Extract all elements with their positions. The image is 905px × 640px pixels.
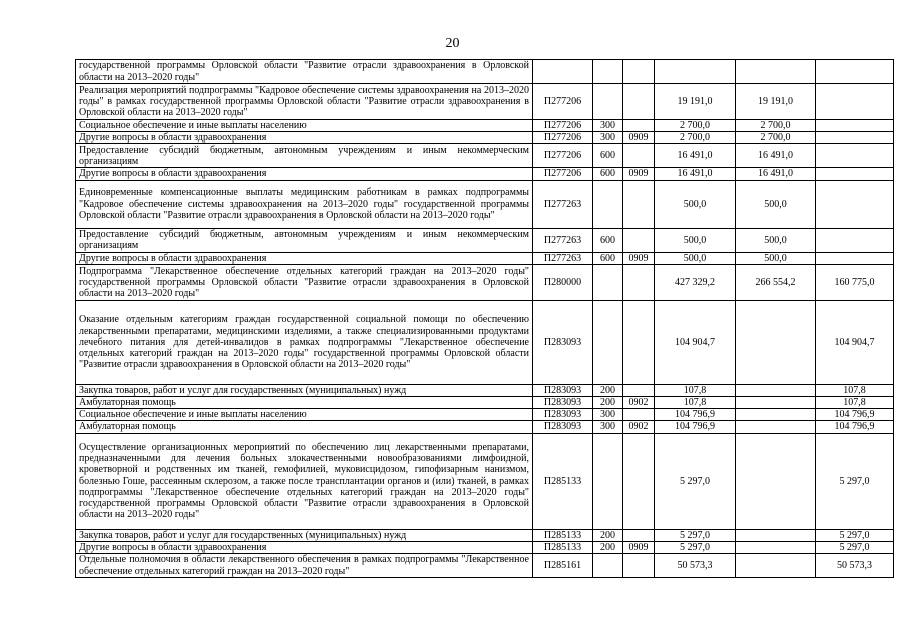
row-total: 104 904,7 bbox=[655, 300, 736, 384]
row-code: П277206 bbox=[533, 132, 593, 144]
row-kvr bbox=[593, 180, 623, 228]
row-name: Осуществление организационных мероприятий по обеспечению лиц лекарственными препаратами, предназначенными для лечения больных злокачественными новообразованиями лимфоидной, кроветворной и родственных им тканей, гемофилией, муковисцидозом, гипофизарным нанизмом, болезнью Гоше, рассеянным склерозом, а также после трансплантации органов и (или) тканей, в рамках подпрограммы "Лекарственное обеспечение отдельных категорий граждан на 2013–2020 годы" государственной программы Орловской области "Развитие отрасли здравоохранения в Орловской области на 2013–2020 годы" bbox=[76, 433, 533, 529]
row-function bbox=[623, 264, 655, 300]
row-amount-2 bbox=[816, 60, 894, 84]
row-kvr bbox=[593, 300, 623, 384]
row-name: Единовременные компенсационные выплаты медицинским работникам в рамках подпрограммы "Кадровое обеспечение системы здравоохранения на 2013–2020 годы" государственной программы Орловской области "Развитие отрасли здравоохранения в Орловской области на 2013–2020 годы" bbox=[76, 180, 533, 228]
row-amount-1: 500,0 bbox=[736, 228, 816, 252]
row-function bbox=[623, 300, 655, 384]
row-code: П283093 bbox=[533, 384, 593, 396]
row-code: П285133 bbox=[533, 541, 593, 553]
row-amount-1: 2 700,0 bbox=[736, 132, 816, 144]
table-row bbox=[76, 168, 894, 180]
row-amount-2 bbox=[816, 144, 894, 168]
row-code: П277263 bbox=[533, 252, 593, 264]
row-total: 2 700,0 bbox=[655, 132, 736, 144]
row-amount-1 bbox=[736, 421, 816, 433]
row-function bbox=[623, 384, 655, 396]
row-amount-2: 107,8 bbox=[816, 397, 894, 409]
row-code: П283093 bbox=[533, 421, 593, 433]
row-total: 104 796,9 bbox=[655, 421, 736, 433]
table-row bbox=[76, 60, 894, 84]
row-amount-1: 19 191,0 bbox=[736, 84, 816, 120]
table-row bbox=[76, 397, 894, 409]
row-name: Социальное обеспечение и иные выплаты населению bbox=[76, 120, 533, 132]
row-total: 107,8 bbox=[655, 384, 736, 396]
table-row bbox=[76, 264, 894, 300]
row-total: 5 297,0 bbox=[655, 529, 736, 541]
table-row bbox=[76, 228, 894, 252]
row-kvr bbox=[593, 264, 623, 300]
row-amount-2: 5 297,0 bbox=[816, 541, 894, 553]
row-amount-2 bbox=[816, 228, 894, 252]
row-amount-2: 5 297,0 bbox=[816, 529, 894, 541]
row-amount-1: 16 491,0 bbox=[736, 144, 816, 168]
row-amount-2: 5 297,0 bbox=[816, 433, 894, 529]
row-total: 427 329,2 bbox=[655, 264, 736, 300]
row-name: Реализация мероприятий подпрограммы "Кадровое обеспечение системы здравоохранения на 2013–2020 годы" в рамках государственной программы Орловской области "Развитие отрасли здравоохранения в Орловской области на 2013–2020 годы" bbox=[76, 84, 533, 120]
row-amount-2 bbox=[816, 132, 894, 144]
row-kvr: 600 bbox=[593, 144, 623, 168]
row-amount-2: 160 775,0 bbox=[816, 264, 894, 300]
row-function bbox=[623, 228, 655, 252]
row-amount-2 bbox=[816, 252, 894, 264]
row-code: П277263 bbox=[533, 228, 593, 252]
table-row bbox=[76, 252, 894, 264]
row-total: 50 573,3 bbox=[655, 554, 736, 578]
row-function bbox=[623, 84, 655, 120]
table-row bbox=[76, 409, 894, 421]
row-amount-1 bbox=[736, 300, 816, 384]
row-code: П285133 bbox=[533, 433, 593, 529]
row-function: 0902 bbox=[623, 421, 655, 433]
row-function bbox=[623, 554, 655, 578]
row-name: Предоставление субсидий бюджетным, автономным учреждениям и иным некоммерческим организациям bbox=[76, 228, 533, 252]
table-row bbox=[76, 180, 894, 228]
row-amount-2 bbox=[816, 168, 894, 180]
row-amount-2: 104 796,9 bbox=[816, 409, 894, 421]
row-kvr: 300 bbox=[593, 421, 623, 433]
row-kvr: 300 bbox=[593, 120, 623, 132]
row-code: П283093 bbox=[533, 300, 593, 384]
row-total: 16 491,0 bbox=[655, 144, 736, 168]
row-amount-1 bbox=[736, 433, 816, 529]
row-amount-1: 2 700,0 bbox=[736, 120, 816, 132]
row-code: П283093 bbox=[533, 409, 593, 421]
table-row bbox=[76, 421, 894, 433]
row-amount-1 bbox=[736, 397, 816, 409]
row-function bbox=[623, 120, 655, 132]
row-kvr bbox=[593, 60, 623, 84]
row-code: П277206 bbox=[533, 120, 593, 132]
page-number: 20 bbox=[445, 36, 460, 51]
row-amount-1 bbox=[736, 60, 816, 84]
table-row bbox=[76, 84, 894, 120]
row-name: Амбулаторная помощь bbox=[76, 421, 533, 433]
row-amount-1: 266 554,2 bbox=[736, 264, 816, 300]
row-code: П285161 bbox=[533, 554, 593, 578]
row-code bbox=[533, 60, 593, 84]
row-amount-2 bbox=[816, 180, 894, 228]
row-amount-1 bbox=[736, 554, 816, 578]
table-row bbox=[76, 554, 894, 578]
row-function bbox=[623, 180, 655, 228]
row-amount-1 bbox=[736, 384, 816, 396]
row-function bbox=[623, 60, 655, 84]
row-name: Предоставление субсидий бюджетным, автономным учреждениям и иным некоммерческим организациям bbox=[76, 144, 533, 168]
row-amount-2: 50 573,3 bbox=[816, 554, 894, 578]
row-kvr: 300 bbox=[593, 132, 623, 144]
row-code: П277206 bbox=[533, 84, 593, 120]
row-amount-2: 107,8 bbox=[816, 384, 894, 396]
row-total: 500,0 bbox=[655, 180, 736, 228]
table-row bbox=[76, 120, 894, 132]
table-row bbox=[76, 433, 894, 529]
row-amount-1: 16 491,0 bbox=[736, 168, 816, 180]
budget-table bbox=[75, 59, 894, 578]
row-function bbox=[623, 433, 655, 529]
row-kvr: 200 bbox=[593, 541, 623, 553]
row-name: Отдельные полномочия в области лекарственного обеспечения в рамках подпрограммы "Лекарственное обеспечение отдельных категорий граждан на 2013–2020 годы" bbox=[76, 554, 533, 578]
row-total: 16 491,0 bbox=[655, 168, 736, 180]
row-amount-1 bbox=[736, 409, 816, 421]
row-kvr bbox=[593, 554, 623, 578]
table-row bbox=[76, 144, 894, 168]
row-function: 0909 bbox=[623, 168, 655, 180]
row-function bbox=[623, 409, 655, 421]
row-name: Закупка товаров, работ и услуг для государственных (муниципальных) нужд bbox=[76, 529, 533, 541]
row-amount-2: 104 796,9 bbox=[816, 421, 894, 433]
row-amount-1 bbox=[736, 529, 816, 541]
row-function: 0909 bbox=[623, 132, 655, 144]
row-code: П277263 bbox=[533, 180, 593, 228]
row-total: 107,8 bbox=[655, 397, 736, 409]
row-amount-1 bbox=[736, 541, 816, 553]
row-code: П277206 bbox=[533, 168, 593, 180]
row-kvr: 600 bbox=[593, 168, 623, 180]
row-code: П285133 bbox=[533, 529, 593, 541]
row-kvr: 200 bbox=[593, 384, 623, 396]
row-name: Подпрограмма "Лекарственное обеспечение отдельных категорий граждан на 2013–2020 годы" государственной программы Орловской области "Развитие отрасли здравоохранения в Орловской области на 2013–2020 годы" bbox=[76, 264, 533, 300]
row-name: государственной программы Орловской области "Развитие отрасли здравоохранения в Орловской области на 2013–2020 годы" bbox=[76, 60, 533, 84]
row-function: 0909 bbox=[623, 252, 655, 264]
row-name: Другие вопросы в области здравоохранения bbox=[76, 132, 533, 144]
row-name: Другие вопросы в области здравоохранения bbox=[76, 168, 533, 180]
row-code: П283093 bbox=[533, 397, 593, 409]
row-name: Социальное обеспечение и иные выплаты населению bbox=[76, 409, 533, 421]
row-code: П280000 bbox=[533, 264, 593, 300]
table-row bbox=[76, 529, 894, 541]
row-total: 500,0 bbox=[655, 228, 736, 252]
row-function: 0902 bbox=[623, 397, 655, 409]
row-total bbox=[655, 60, 736, 84]
row-kvr: 600 bbox=[593, 228, 623, 252]
row-total: 19 191,0 bbox=[655, 84, 736, 120]
row-total: 500,0 bbox=[655, 252, 736, 264]
row-kvr bbox=[593, 84, 623, 120]
row-name: Амбулаторная помощь bbox=[76, 397, 533, 409]
row-name: Другие вопросы в области здравоохранения bbox=[76, 252, 533, 264]
row-amount-2 bbox=[816, 84, 894, 120]
row-amount-1: 500,0 bbox=[736, 252, 816, 264]
row-total: 5 297,0 bbox=[655, 433, 736, 529]
table-row bbox=[76, 384, 894, 396]
row-total: 5 297,0 bbox=[655, 541, 736, 553]
row-function: 0909 bbox=[623, 541, 655, 553]
row-function bbox=[623, 529, 655, 541]
row-name: Оказание отдельным категориям граждан государственной социальной помощи по обеспечению лекарственными препаратами, медицинскими изделиями, а также специализированными продуктами лечебного питания для детей-инвалидов в рамках подпрограммы "Лекарственное обеспечение отдельных категорий граждан на 2013–2020 годы" государственной программы Орловской области "Развитие отрасли здравоохранения в Орловской области на 2013–2020 годы" bbox=[76, 300, 533, 384]
row-kvr: 600 bbox=[593, 252, 623, 264]
row-kvr bbox=[593, 433, 623, 529]
row-name: Закупка товаров, работ и услуг для государственных (муниципальных) нужд bbox=[76, 384, 533, 396]
row-kvr: 200 bbox=[593, 529, 623, 541]
row-kvr: 200 bbox=[593, 397, 623, 409]
table-row bbox=[76, 300, 894, 384]
row-total: 104 796,9 bbox=[655, 409, 736, 421]
row-amount-1: 500,0 bbox=[736, 180, 816, 228]
row-amount-2: 104 904,7 bbox=[816, 300, 894, 384]
row-name: Другие вопросы в области здравоохранения bbox=[76, 541, 533, 553]
row-amount-2 bbox=[816, 120, 894, 132]
row-total: 2 700,0 bbox=[655, 120, 736, 132]
table-row bbox=[76, 132, 894, 144]
row-code: П277206 bbox=[533, 144, 593, 168]
row-kvr: 300 bbox=[593, 409, 623, 421]
table-row bbox=[76, 541, 894, 553]
row-function bbox=[623, 144, 655, 168]
